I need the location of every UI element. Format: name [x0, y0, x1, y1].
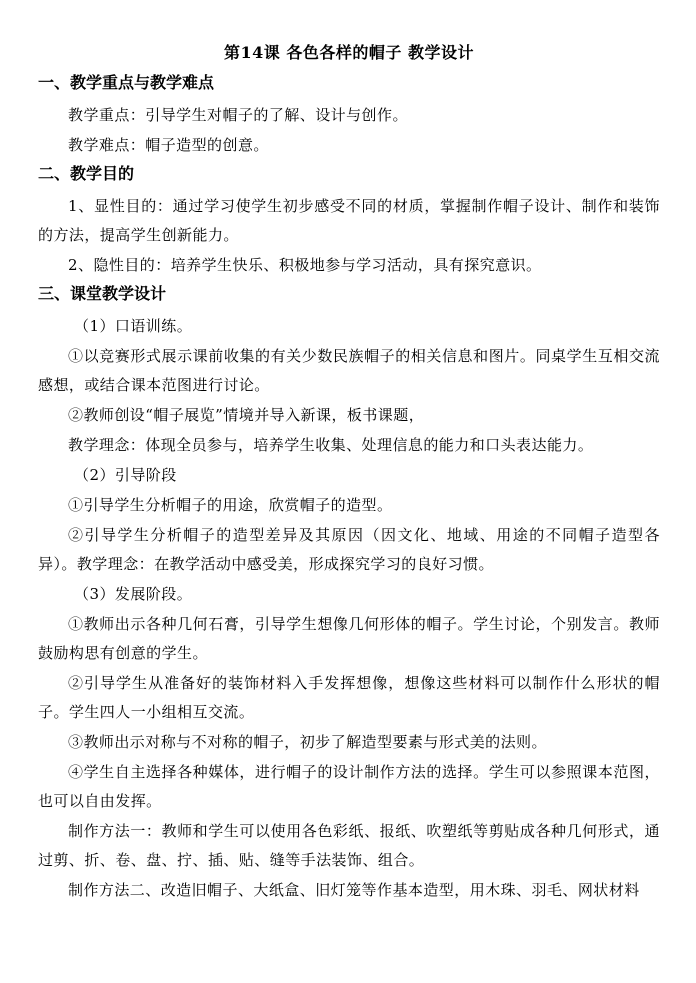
section-heading-focus: 一、教学重点与教学难点 [38, 73, 215, 92]
paragraph-explicit-goal: 1、显性目的：通过学习使学生初步感受不同的材质，掌握制作帽子设计、制作和装饰的方法，提高学生创新能力。 [38, 197, 660, 244]
subheading-oral-training: （1）口语训练。 [74, 317, 193, 335]
paragraph-step: ④学生自主选择各种媒体，进行帽子的设计制作方法的选择。学生可以参照课本范图，也可以自由发挥。 [38, 763, 660, 810]
paragraph-step: ①以竞赛形式展示课前收集的有关少数民族帽子的相关信息和图片。同桌学生互相交流感想，或结合课本范图进行讨论。 [38, 347, 660, 394]
paragraph-teaching-concept: 教学理念：体现全员参与，培养学生收集、处理信息的能力和口头表达能力。 [68, 436, 594, 454]
paragraph-implicit-goal: 2、隐性目的：培养学生快乐、积极地参与学习活动，具有探究意识。 [68, 256, 542, 274]
section-heading-goals: 二、教学目的 [38, 164, 135, 183]
subheading-guidance-stage: （2）引导阶段 [74, 466, 177, 484]
paragraph-step: ①引导学生分析帽子的用途，欣赏帽子的造型。 [68, 496, 393, 514]
paragraph-difficulty: 教学难点：帽子造型的创意。 [68, 136, 269, 154]
paragraph-focus: 教学重点：引导学生对帽子的了解、设计与创作。 [68, 106, 408, 124]
paragraph-method-one: 制作方法一：教师和学生可以使用各色彩纸、报纸、吹塑纸等剪贴成各种几何形式，通过剪、折、卷、盘、拧、插、贴、缝等手法装饰、组合。 [38, 822, 660, 869]
paragraph-step: ②教师创设“帽子展览”情境并导入新课，板书课题， [68, 406, 425, 424]
paragraph-step: ②引导学生分析帽子的造型差异及其原因（因文化、地域、用途的不同帽子造型各异）。教学理念：在教学活动中感受美，形成探究学习的良好习惯。 [38, 526, 660, 573]
section-heading-design: 三、课堂教学设计 [38, 284, 167, 303]
paragraph-step: ①教师出示各种几何石膏，引导学生想像几何形体的帽子。学生讨论，个别发言。教师鼓励构思有创意的学生。 [38, 615, 660, 662]
document-title: 第14课 各色各样的帽子 教学设计 [224, 43, 474, 62]
paragraph-step: ③教师出示对称与不对称的帽子，初步了解造型要素与形式美的法则。 [68, 733, 547, 751]
paragraph-step: ②引导学生从准备好的装饰材料入手发挥想像，想像这些材料可以制作什么形状的帽子。学生四人一小组相互交流。 [38, 674, 660, 721]
paragraph-method-two: 制作方法二、改造旧帽子、大纸盒、旧灯笼等作基本造型，用木珠、羽毛、网状材料 [68, 881, 640, 899]
subheading-development-stage: （3）发展阶段。 [74, 585, 193, 603]
